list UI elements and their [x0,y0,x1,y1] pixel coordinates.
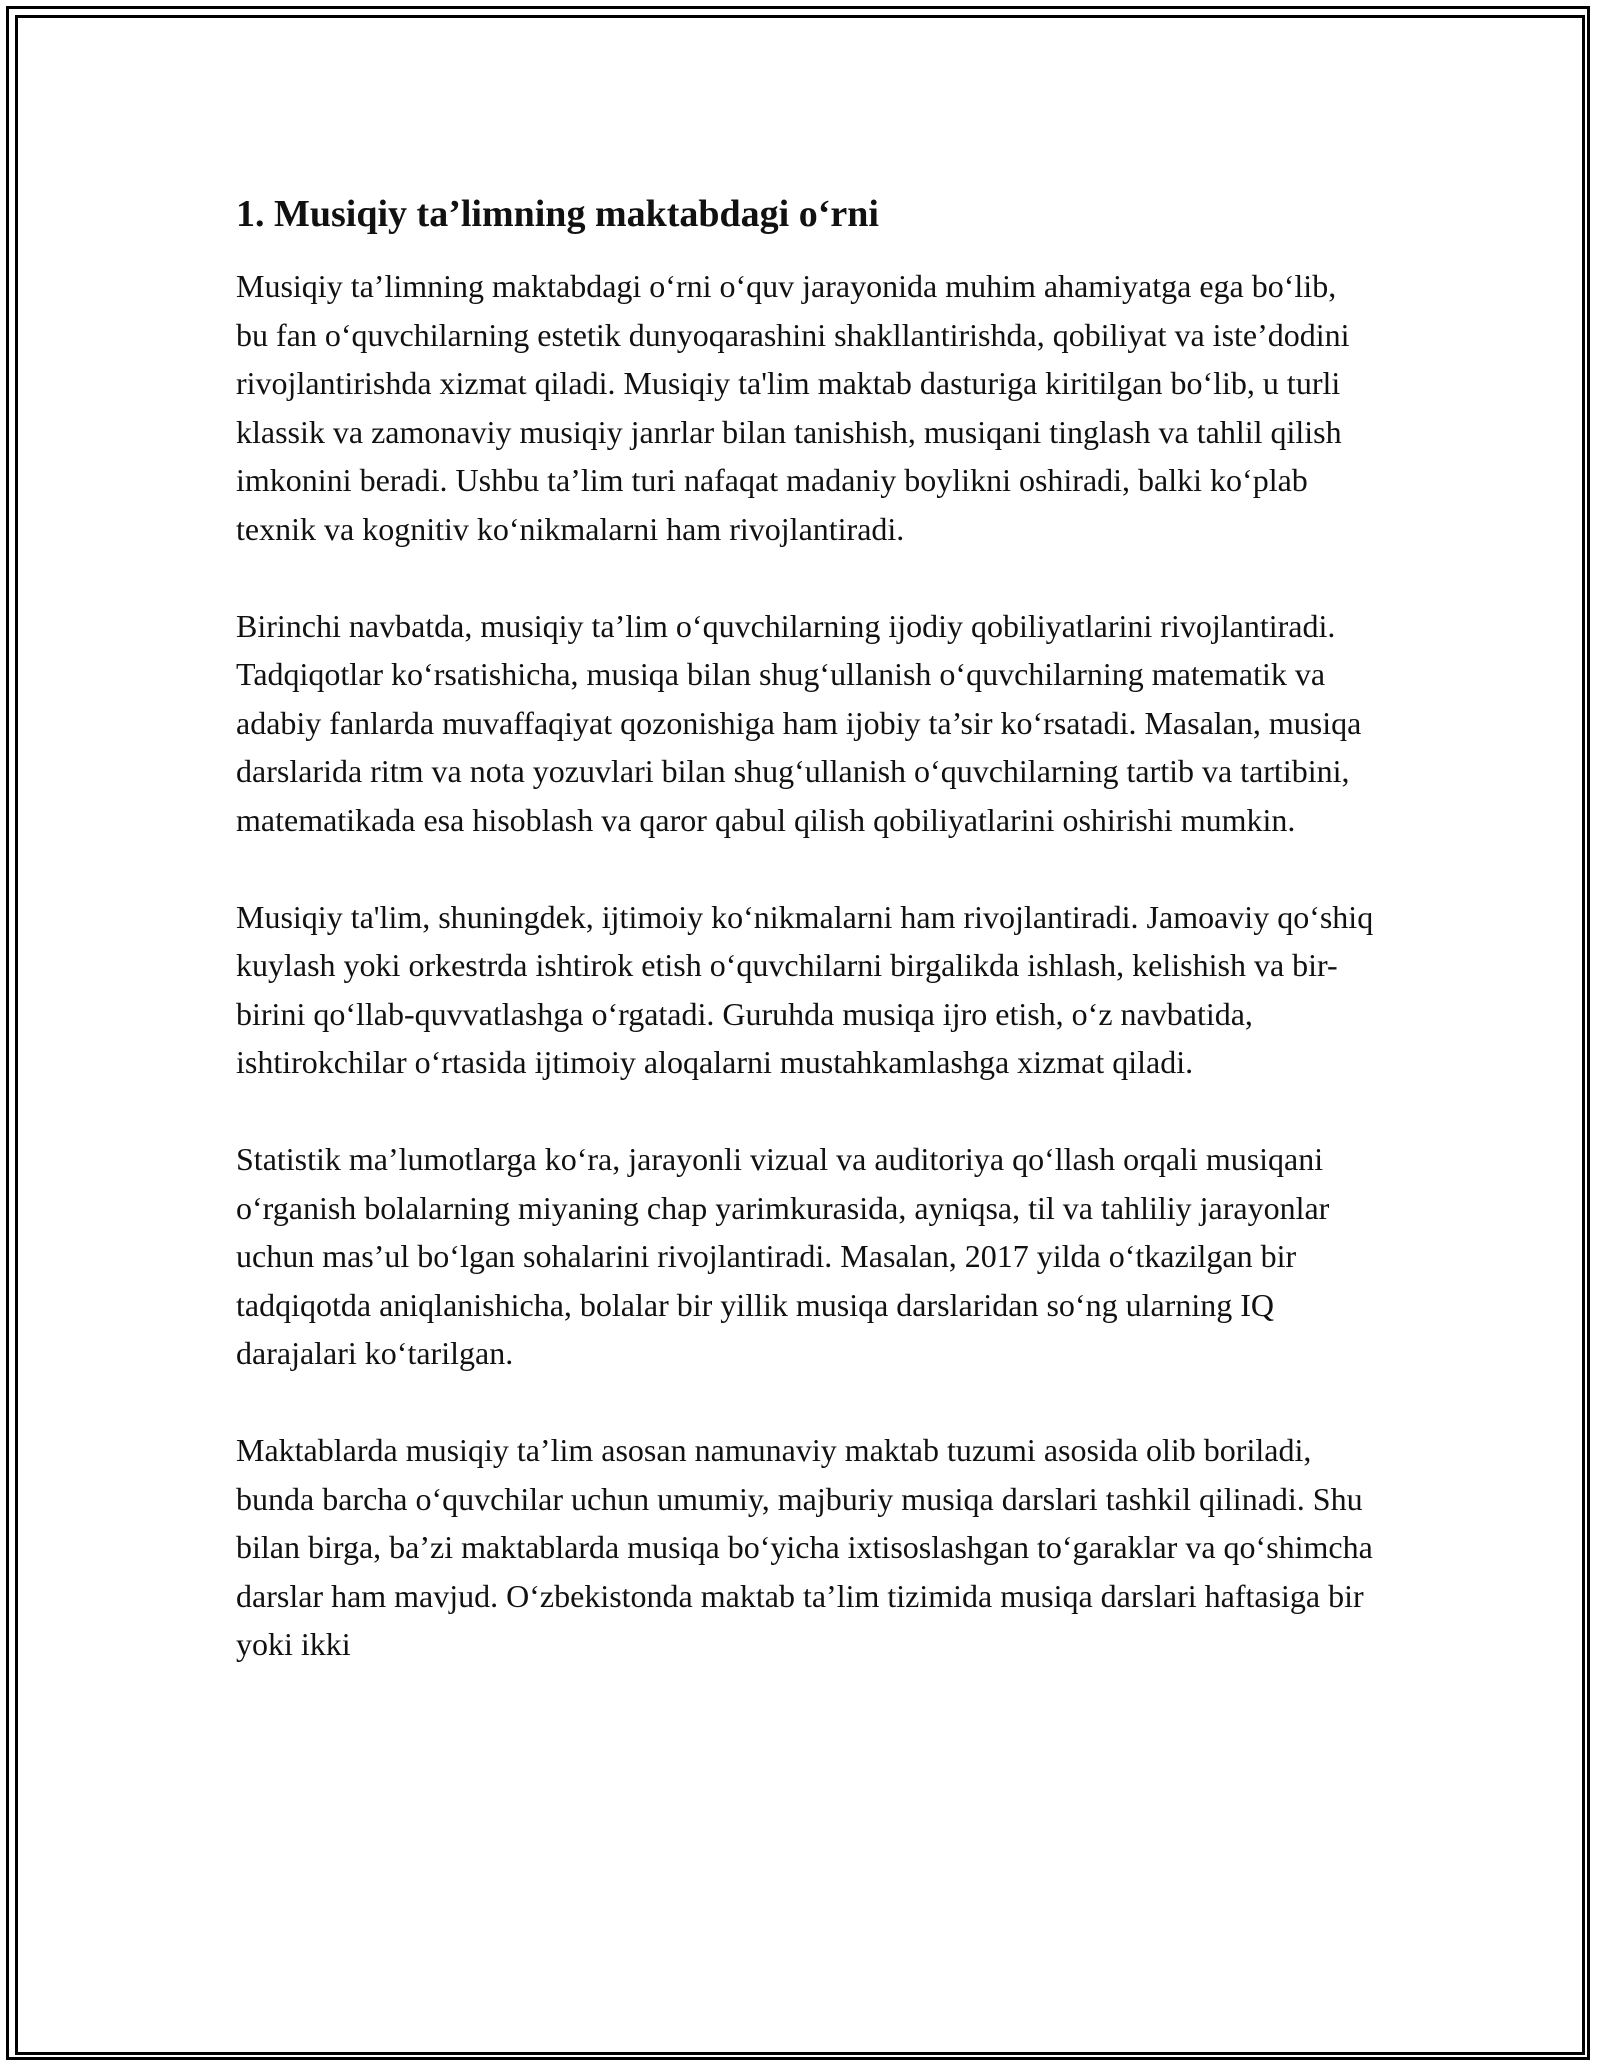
paragraph-school-organization: Maktablarda musiqiy ta’lim asosan namunaviy maktab tuzumi asosida olib boriladi, bunda barcha o‘quvchilar uchun umumiy, majburiy musiqa darslari tashkil qilinadi. Shu bilan birga, ba’zi maktablarda musiqa bo‘yicha ixtisoslashgan to‘garaklar va qo‘shimcha darslar ham mavjud. O‘zbekistonda maktab ta’lim tizimida musiqa darslari haftasiga bir yoki ikki [236,1432,1373,1662]
paragraph-statistics: Statistik ma’lumotlarga ko‘ra, jarayonli vizual va auditoriya qo‘llash orqali musiqani o‘rganish bolalarning miyaning chap yarimkurasida, ayniqsa, til va tahliliy jarayonlar uchun mas’ul bo‘lgan sohalarini rivojlantiradi. Masalan, 2017 yilda o‘tkazilgan bir tadqiqotda aniqlanishicha, bolalar bir yillik musiqa darslaridan so‘ng ularning IQ darajalari ko‘tarilgan. [236,1141,1330,1371]
section-heading: 1. Musiqiy ta’limning maktabdagi o‘rni [236,193,879,235]
document-body [236,188,1376,1717]
paragraph-intro: Musiqiy ta’limning maktabdagi o‘rni o‘quv jarayonida muhim ahamiyatga ega bo‘lib, bu fan o‘quvchilarning estetik dunyoqarashini shakllantirishda, qobiliyat va iste’dodini rivojlantirishda xizmat qiladi. Musiqiy ta'lim maktab dasturiga kiritilgan bo‘lib, u turli klassik va zamonaviy musiqiy janrlar bilan tanishish, musiqani tinglash va tahlil qilish imkonini beradi. Ushbu ta’lim turi nafaqat madaniy boylikni oshiradi, balki ko‘plab texnik va kognitiv ko‘nikmalarni ham rivojlantiradi. [236,268,1350,547]
paragraph-social-skills: Musiqiy ta'lim, shuningdek, ijtimoiy ko‘nikmalarni ham rivojlantiradi. Jamoaviy qo‘shiq kuylash yoki orkestrda ishtirok etish o‘quvchilarni birgalikda ishlash, kelishish va bir-birini qo‘llab-quvvatlashga o‘rgatadi. Guruhda musiqa ijro etish, o‘z navbatida, ishtirokchilar o‘rtasida ijtimoiy aloqalarni mustahkamlashga xizmat qiladi. [236,898,1374,1080]
paragraph-creative-abilities: Birinchi navbatda, musiqiy ta’lim o‘quvchilarning ijodiy qobiliyatlarini rivojlantiradi. Tadqiqotlar ko‘rsatishicha, musiqa bilan shug‘ullanish o‘quvchilarning matematik va adabiy fanlarda muvaffaqiyat qozonishiga ham ijobiy ta’sir ko‘rsatadi. Masalan, musiqa darslarida ritm va nota yozuvlari bilan shug‘ullanish o‘quvchilarning tartib va tartibini, matematikada esa hisoblash va qaror qabul qilish qobiliyatlarini oshirishi mumkin. [236,607,1362,838]
